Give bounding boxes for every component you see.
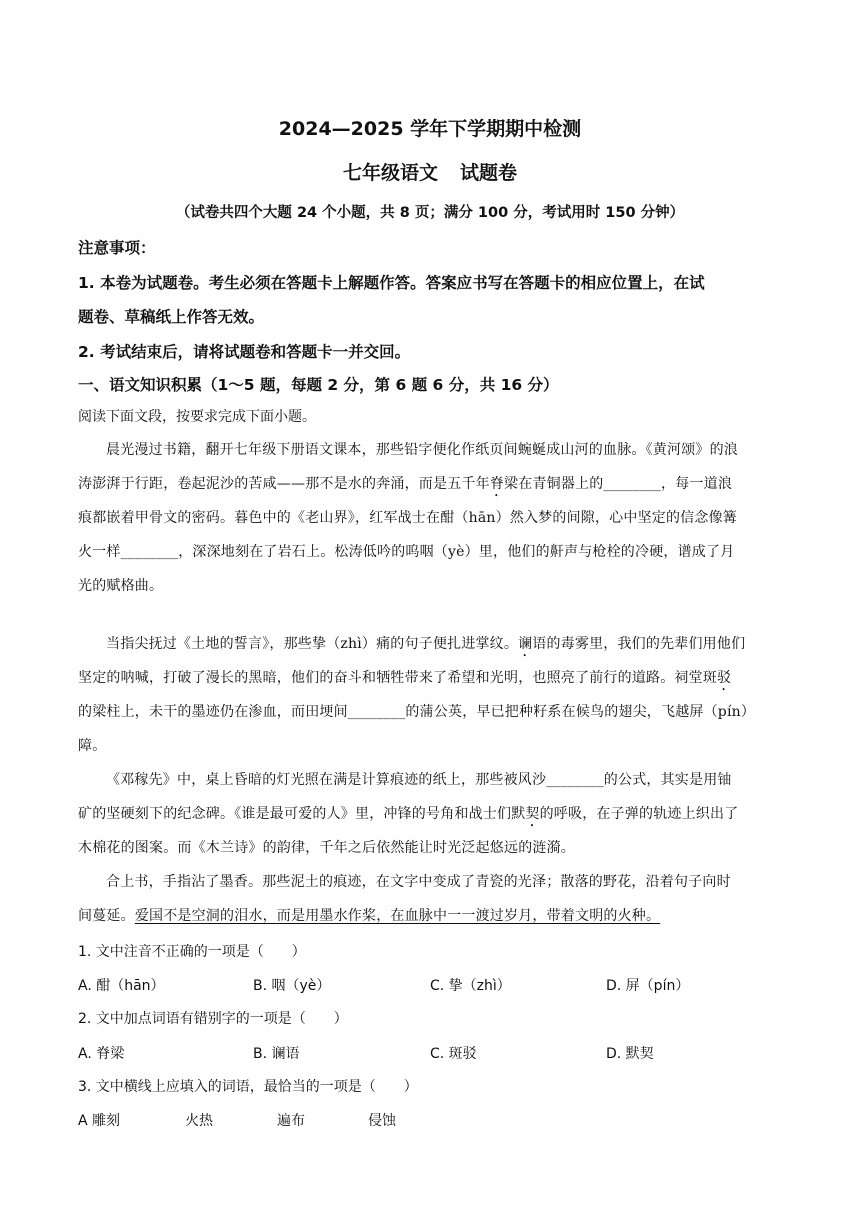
passage-p2-line-2 (78, 667, 731, 694)
text-span: 涛澎湃于行距，卷起泥沙的苦咸——那不是水的奔涌，而是五千年 (78, 476, 490, 492)
text-span: 梁在青铜器上的________，每一道浪 (504, 476, 733, 492)
exam-subtitle (0, 158, 860, 185)
question-3-stem: 3. 文中横线上应填入的词语，最恰当的一项是（ ） (78, 1079, 418, 1095)
dotted-char: 脊 (489, 476, 505, 492)
dotted-char: 谰 (518, 636, 533, 652)
passage-p1-line-4: 火一样________，深深地刻在了岩石上。松涛低吟的呜咽（yè）里，他们的鼾声与枪栓的冷硬，谱成了月 (78, 544, 735, 560)
question-2-option-c: C. 斑驳 (430, 1046, 477, 1062)
section-1-heading: 一、语文知识积累（1～5 题，每题 2 分，第 6 题 6 分，共 16 分） (78, 376, 559, 394)
passage-p3-line-3: 木棉花的图案。而《木兰诗》的韵律，千年之后依然能让时光泛起悠远的涟漪。 (78, 840, 575, 856)
exam-info: （试卷共四个大题 24 个小题，共 8 页；满分 100 分，考试用时 150 分钟） (175, 205, 685, 221)
passage-p3-line-1: 《邓稼先》中，桌上昏暗的灯光照在满是计算痕迹的纸上，那些被风沙________的公式，其实是用铀 (106, 772, 732, 788)
exam-title: 2024—2025 学年下学期期中检测 (278, 118, 582, 140)
question-1-option-b: B. 咽（yè） (253, 978, 331, 994)
question-1-stem: 1. 文中注音不正确的一项是（ ） (78, 944, 306, 960)
passage-p1-line-1: 晨光漫过书籍，翻开七年级下册语文课本，那些铅字便化作纸页间蜿蜒成山河的血脉。《黄河颂》的浪 (106, 442, 738, 458)
passage-p2-line-1 (106, 633, 745, 660)
passage-p1-line-2 (78, 473, 732, 500)
underlined-sentence: 爱国不是空洞的泪水，而是用墨水作桨，在血脉中一一渡过岁月，带着文明的火种。 (134, 908, 661, 924)
section-1-instruction: 阅读下面文段，按要求完成下面小题。 (78, 409, 316, 425)
question-3-option-a: A 雕刻 (78, 1113, 121, 1129)
question-3-word-3: 遍布 (277, 1113, 305, 1129)
text-span: 的呼吸，在子弹的轨迹上织出了 (539, 806, 739, 822)
paper-type-label: 试题卷 (460, 162, 518, 184)
text-span: 间蔓延。 (78, 908, 135, 924)
subject-label: 七年级语文 (342, 162, 438, 184)
question-1-option-a: A. 酣（hān） (78, 978, 165, 994)
note-1-line-1: 1. 本卷为试题卷。考生必须在答题卡上解题作答。答案应书写在答题卡的相应位置上，在试 (78, 274, 705, 292)
passage-p1-line-3: 痕都嵌着甲骨文的密码。暮色中的《老山界》，红军战士在酣（hān）然入梦的间隙，心中坚定的信念像篝 (78, 510, 737, 526)
dotted-char: 契 (525, 806, 540, 822)
text-span: 矿的坚硬刻下的纪念碑。《谁是最可爱的人》里，冲锋的号角和战士们默 (78, 806, 526, 822)
passage-p4-line-1: 合上书，手指沾了墨香。那些泥土的痕迹，在文字中变成了青瓷的光泽；散落的野花，沿着句子向时 (106, 874, 731, 890)
note-2: 2. 考试结束后，请将试题卷和答题卡一并交回。 (78, 343, 411, 361)
notes-heading: 注意事项： (78, 239, 156, 257)
question-1-option-c: C. 挚（zhì） (430, 978, 511, 994)
passage-p4-line-2 (78, 905, 660, 925)
question-2-option-d: D. 默契 (606, 1046, 654, 1062)
question-2-option-b: B. 谰语 (253, 1046, 300, 1062)
passage-p1-line-5: 光的赋格曲。 (78, 578, 164, 594)
question-3-word-2: 火热 (185, 1113, 213, 1129)
text-span: 当指尖抚过《土地的誓言》，那些挚（zhì）痛的句子便扎进掌纹。 (106, 636, 519, 652)
passage-p2-line-4: 障。 (78, 738, 107, 754)
question-3-word-4: 侵蚀 (368, 1113, 396, 1129)
passage-p2-line-3: 的梁柱上，未干的墨迹仍在渗血，而田埂间________的蒲公英，早已把种籽系在候鸟的翅尖，飞越屏（pín） (78, 704, 756, 720)
passage-p3-line-2 (78, 803, 738, 830)
text-span: 坚定的呐喊，打破了漫长的黑暗，他们的奋斗和牺牲带来了希望和光明，也照亮了前行的道路。祠堂斑 (78, 670, 717, 686)
question-2-option-a: A. 脊梁 (78, 1046, 125, 1062)
dotted-char: 驳 (717, 670, 732, 686)
text-span: 语的毒雾里，我们的先辈们用他们 (532, 636, 746, 652)
question-2-stem: 2. 文中加点词语有错别字的一项是（ ） (78, 1011, 348, 1027)
note-1-line-2: 题卷、草稿纸上作答无效。 (78, 308, 265, 326)
question-1-option-d: D. 屏（pín） (606, 978, 690, 994)
